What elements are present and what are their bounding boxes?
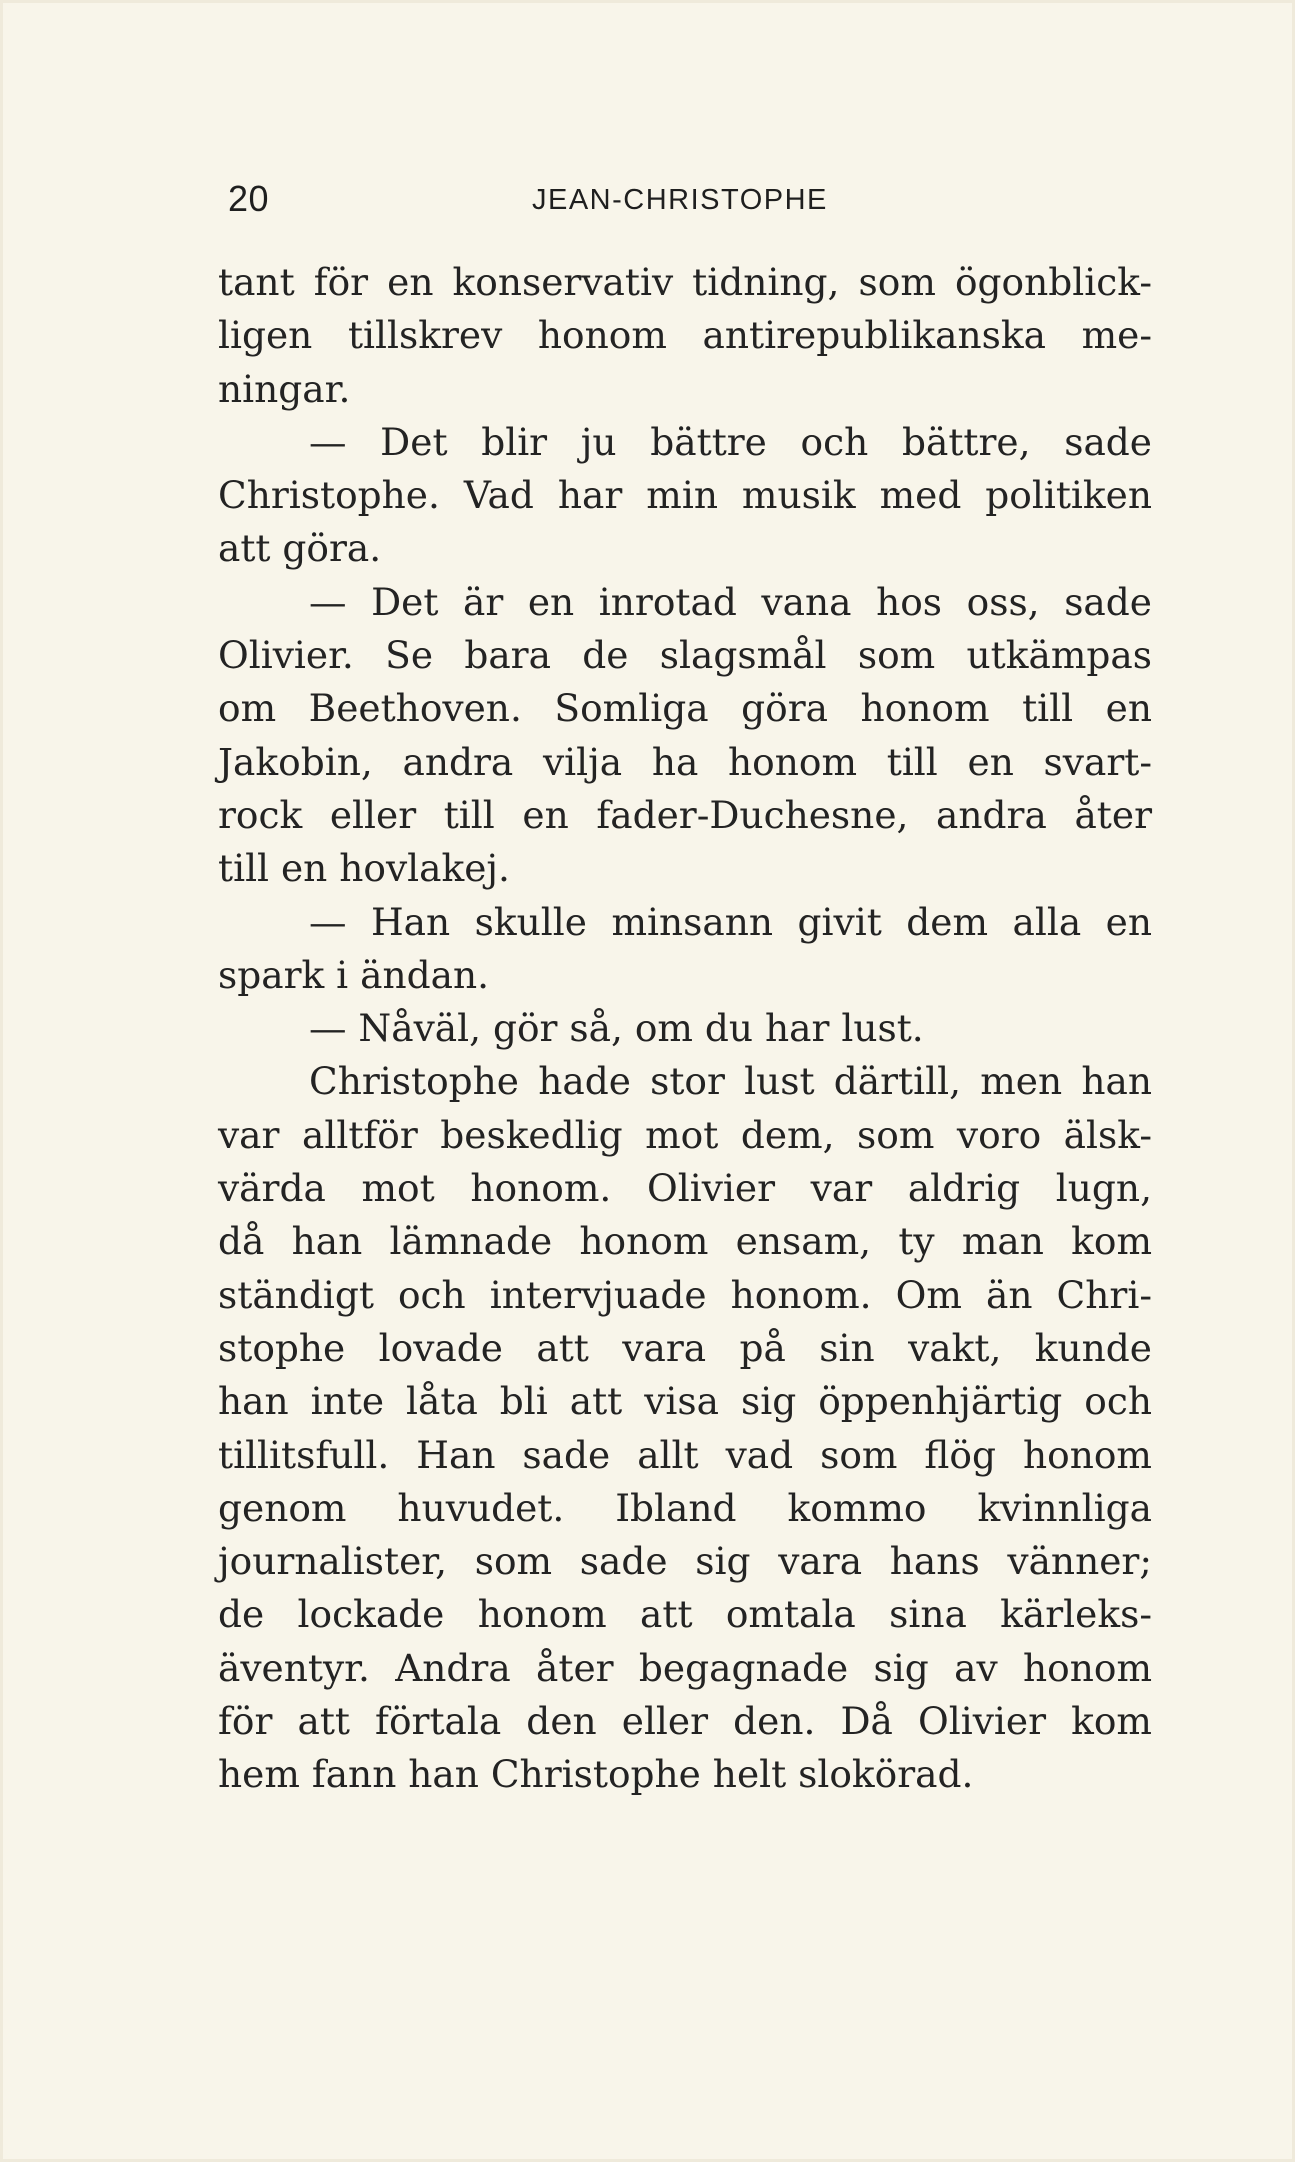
text-line: då han lämnade honom ensam, ty man kom bbox=[218, 1219, 1152, 1264]
text-line: genom huvudet. Ibland kommo kvinnliga bbox=[218, 1485, 1152, 1530]
text-line: ligen tillskrev honom antirepublikanska me- bbox=[218, 313, 1152, 358]
text-line: de lockade honom att omtala sina kärleks- bbox=[218, 1592, 1152, 1637]
text-line: rock eller till en fader-Duchesne, andra åter bbox=[218, 792, 1152, 837]
text-line: han inte låta bli att visa sig öppenhjärtig och bbox=[218, 1379, 1152, 1424]
text-line: ningar. bbox=[218, 366, 351, 411]
running-head: JEAN-CHRISTOPHE bbox=[532, 184, 828, 216]
text-line: journalister, som sade sig vara hans vänner; bbox=[218, 1539, 1152, 1584]
text-line: tant för en konservativ tidning, som ögonblick- bbox=[218, 260, 1152, 304]
page-number: 20 bbox=[228, 178, 270, 219]
text-line: om Beethoven. Somliga göra honom till en bbox=[218, 686, 1152, 731]
page-header bbox=[0, 178, 1295, 228]
text-line: — Nåväl, gör så, om du har lust. bbox=[309, 1006, 924, 1051]
text-line: tillitsfull. Han sade allt vad som flög honom bbox=[218, 1432, 1152, 1477]
text-line: ständigt och intervjuade honom. Om än Chri- bbox=[218, 1272, 1152, 1317]
text-line: Christophe. Vad har min musik med politiken bbox=[218, 473, 1152, 518]
text-line: — Det är en inrotad vana hos oss, sade bbox=[309, 579, 1152, 624]
text-line: att göra. bbox=[218, 526, 382, 571]
body-text bbox=[218, 256, 1152, 1802]
text-line: Jakobin, andra vilja ha honom till en svart- bbox=[218, 739, 1152, 784]
text-line: till en hovlakej. bbox=[218, 846, 510, 891]
text-line: spark i ändan. bbox=[218, 952, 490, 997]
text-line: var alltför beskedlig mot dem, som voro älsk- bbox=[218, 1112, 1152, 1157]
text-line: Christophe hade stor lust därtill, men han bbox=[309, 1059, 1152, 1104]
text-line: äventyr. Andra åter begagnade sig av honom bbox=[218, 1645, 1152, 1690]
text-line: för att förtala den eller den. Då Olivier kom bbox=[218, 1699, 1152, 1744]
text-line: värda mot honom. Olivier var aldrig lugn, bbox=[218, 1166, 1152, 1211]
text-line: — Han skulle minsann givit dem alla en bbox=[309, 899, 1152, 944]
text-line: Olivier. Se bara de slagsmål som utkämpas bbox=[218, 633, 1152, 678]
text-line: hem fann han Christophe helt slokörad. bbox=[218, 1752, 974, 1797]
text-line: stophe lovade att vara på sin vakt, kunde bbox=[218, 1325, 1152, 1370]
text-line: — Det blir ju bättre och bättre, sade bbox=[309, 419, 1152, 464]
